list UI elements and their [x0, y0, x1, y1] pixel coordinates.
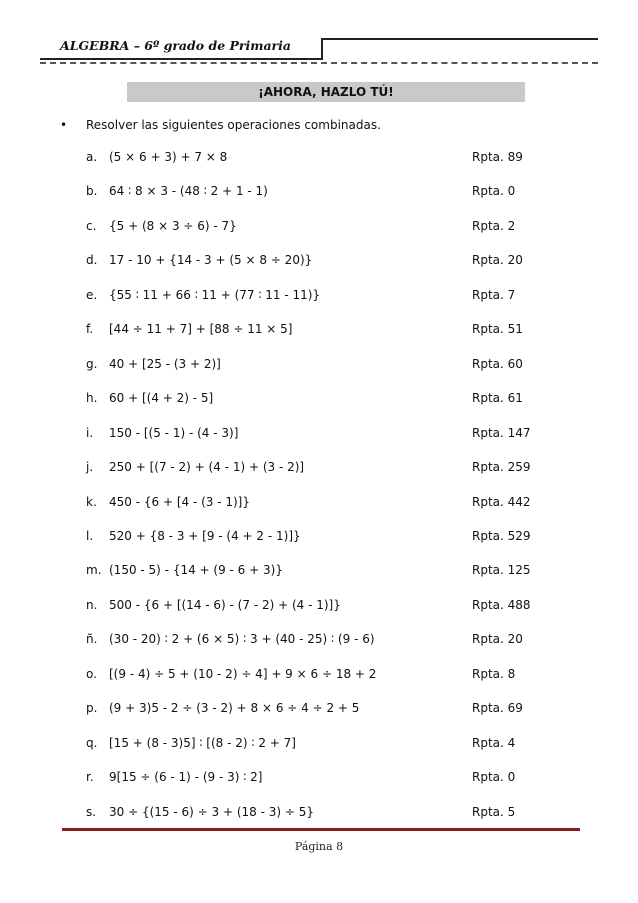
exercise-letter: s.	[86, 804, 97, 819]
exercise-letter: f.	[86, 322, 94, 337]
exercise-letter: j.	[86, 460, 94, 475]
exercise-expression: 150 - [(5 - 1) - (4 - 3)]	[109, 425, 239, 440]
exercise-letter: l.	[86, 528, 94, 543]
exercise-answer: Rpta. 8	[472, 666, 516, 681]
header-rule-step	[321, 38, 323, 60]
exercise-expression: (150 - 5) - {14 + (9 - 6 + 3)}	[109, 563, 283, 578]
exercise-letter: n.	[86, 597, 98, 612]
page-header	[40, 18, 598, 60]
exercise-letter: m.	[86, 563, 102, 578]
header-rule-left	[40, 58, 321, 60]
exercise-expression: (30 - 20) ∶ 2 + (6 × 5) ∶ 3 + (40 - 25) ∶ (9 - 6)	[109, 632, 375, 647]
exercise-row	[86, 770, 556, 786]
exercise-expression: 40 + [25 - (3 + 2)]	[109, 356, 221, 371]
exercise-answer: Rpta. 69	[472, 701, 523, 716]
exercise-answer: Rpta. 2	[472, 218, 516, 233]
exercise-row	[86, 426, 556, 442]
exercise-expression: 450 - {6 + [4 - (3 - 1)]}	[109, 494, 250, 509]
instruction-text: Resolver las siguientes operaciones combinadas.	[86, 118, 381, 132]
exercise-row	[86, 288, 556, 304]
exercise-answer: Rpta. 51	[472, 322, 523, 337]
dashed-divider	[40, 62, 598, 64]
exercise-expression: 64 ∶ 8 × 3 - (48 ∶ 2 + 1 - 1)	[109, 184, 268, 199]
exercise-answer: Rpta. 529	[472, 528, 531, 543]
bullet-icon: •	[60, 118, 68, 132]
exercise-letter: k.	[86, 494, 97, 509]
exercise-row	[86, 598, 556, 614]
exercise-row	[86, 632, 556, 648]
exercise-row	[86, 150, 556, 166]
exercise-answer: Rpta. 488	[472, 597, 531, 612]
exercise-row	[86, 322, 556, 338]
exercise-row	[86, 667, 556, 683]
exercise-letter: ñ.	[86, 632, 98, 647]
exercise-answer: Rpta. 20	[472, 632, 523, 647]
section-banner: ¡AHORA, HAZLO TÚ!	[127, 82, 525, 102]
exercise-letter: p.	[86, 701, 98, 716]
exercise-row	[86, 460, 556, 476]
exercise-letter: o.	[86, 666, 97, 681]
footer-rule	[62, 828, 580, 831]
exercise-expression: {55 ∶ 11 + 66 ∶ 11 + (77 ∶ 11 - 11)}	[109, 287, 321, 302]
exercise-letter: r.	[86, 770, 94, 785]
exercise-answer: Rpta. 7	[472, 287, 516, 302]
exercise-answer: Rpta. 0	[472, 184, 516, 199]
exercise-answer: Rpta. 0	[472, 770, 516, 785]
exercise-answer: Rpta. 60	[472, 356, 523, 371]
exercise-answer: Rpta. 125	[472, 563, 531, 578]
exercise-letter: e.	[86, 287, 98, 302]
exercise-row	[86, 495, 556, 511]
exercise-expression: 9[15 ÷ (6 - 1) - (9 - 3) ∶ 2]	[109, 770, 263, 785]
exercise-expression: [15 + (8 - 3)5] ∶ [(8 - 2) ∶ 2 + 7]	[109, 735, 296, 750]
exercise-letter: c.	[86, 218, 97, 233]
exercise-expression: [(9 - 4) ÷ 5 + (10 - 2) ÷ 4] + 9 × 6 ÷ 18 + 2	[109, 666, 377, 681]
exercise-letter: i.	[86, 425, 94, 440]
page-number: Página 8	[294, 840, 344, 853]
exercise-row	[86, 736, 556, 752]
exercise-answer: Rpta. 259	[472, 460, 531, 475]
exercise-row	[86, 357, 556, 373]
exercise-row	[86, 391, 556, 407]
exercise-letter: d.	[86, 253, 98, 268]
exercise-letter: g.	[86, 356, 98, 371]
exercise-letter: q.	[86, 735, 98, 750]
exercise-expression: {5 + (8 × 3 ÷ 6) - 7}	[109, 218, 237, 233]
exercise-answer: Rpta. 4	[472, 735, 516, 750]
exercise-answer: Rpta. 147	[472, 425, 531, 440]
exercise-row	[86, 701, 556, 717]
exercise-letter: b.	[86, 184, 98, 199]
exercise-expression: (5 × 6 + 3) + 7 × 8	[109, 150, 228, 164]
exercise-row	[86, 563, 556, 579]
exercise-row	[86, 805, 556, 821]
exercise-answer: Rpta. 5	[472, 804, 516, 819]
exercise-expression: 17 - 10 + {14 - 3 + (5 × 8 ÷ 20)}	[109, 253, 313, 268]
exercise-letter: h.	[86, 391, 98, 406]
exercise-expression: 520 + {8 - 3 + [9 - (4 + 2 - 1)]}	[109, 528, 301, 543]
exercise-row	[86, 253, 556, 269]
exercise-expression: (9 + 3)5 - 2 ÷ (3 - 2) + 8 × 6 ÷ 4 ÷ 2 + 5	[109, 701, 360, 716]
exercise-row	[86, 529, 556, 545]
exercise-row	[86, 219, 556, 235]
exercise-letter: a.	[86, 150, 98, 164]
exercise-answer: Rpta. 20	[472, 253, 523, 268]
exercise-expression: 60 + [(4 + 2) - 5]	[109, 391, 214, 406]
exercise-expression: 500 - {6 + [(14 - 6) - (7 - 2) + (4 - 1)]}	[109, 597, 341, 612]
exercise-expression: 30 ÷ {(15 - 6) ÷ 3 + (18 - 3) ÷ 5}	[109, 804, 314, 819]
exercise-expression: 250 + [(7 - 2) + (4 - 1) + (3 - 2)]	[109, 460, 305, 475]
exercise-answer: Rpta. 442	[472, 494, 531, 509]
exercise-expression: [44 ÷ 11 + 7] + [88 ÷ 11 × 5]	[109, 322, 293, 337]
exercise-answer: Rpta. 89	[472, 150, 523, 164]
header-rule-right	[321, 38, 598, 40]
header-title: ALGEBRA – 6º grado de Primaria	[60, 38, 291, 53]
exercise-answer: Rpta. 61	[472, 391, 523, 406]
exercise-row	[86, 184, 556, 200]
